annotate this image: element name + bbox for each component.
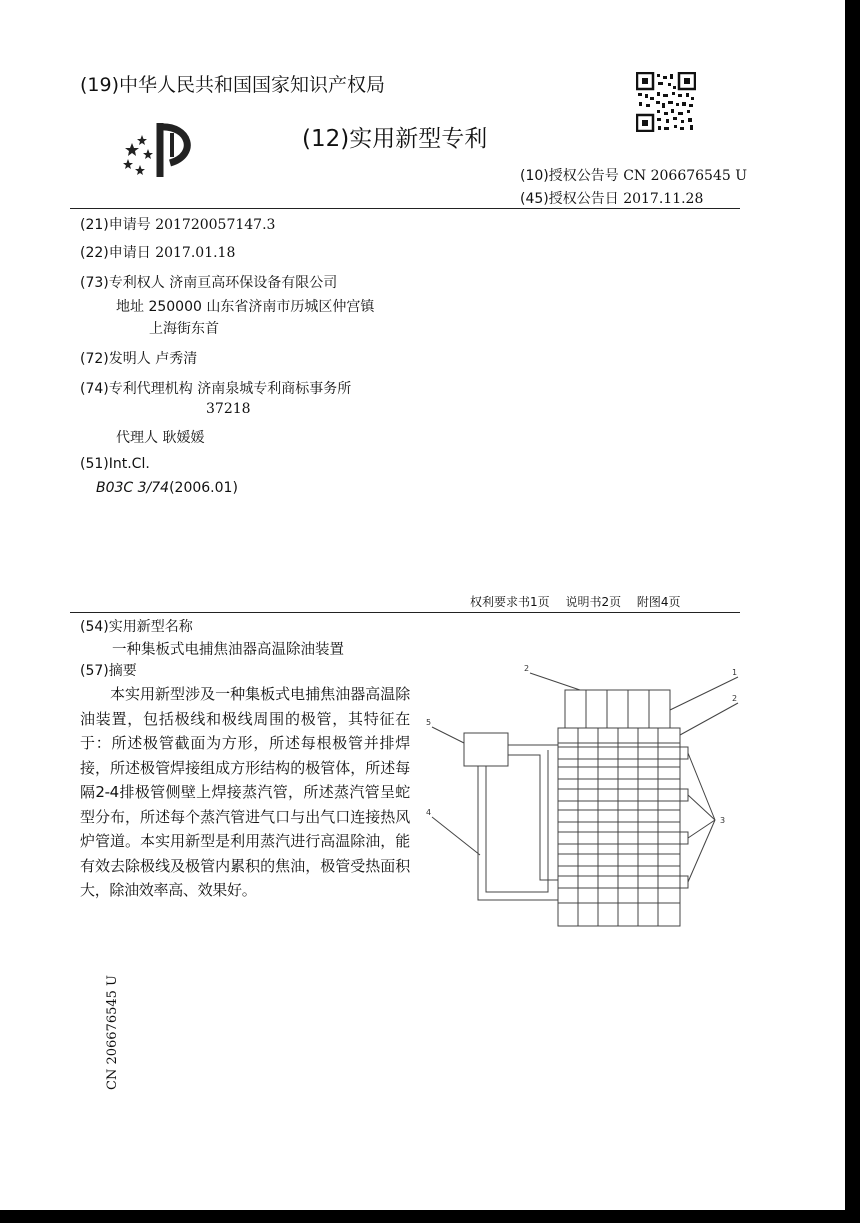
agency	[80, 378, 351, 398]
drawing-label-1: 1	[732, 668, 738, 677]
qr-code-icon	[636, 72, 696, 132]
ipc-classification	[96, 480, 238, 496]
drawing-label-2-top: 2	[524, 664, 530, 673]
patentee	[80, 272, 337, 292]
side-publication-number: CN 206676545 U	[104, 975, 120, 1090]
ipc-label: (51)Int.Cl.	[80, 456, 150, 472]
office-name: (19)中华人民共和国国家知识产权局	[80, 74, 386, 96]
header-divider	[70, 208, 740, 209]
publication-date	[520, 188, 703, 208]
abstract-text: 本实用新型涉及一种集板式电捕焦油器高温除油装置，包括极线和极线周围的极管，其特征在于：所述极管截面为方形，所述每根极管并排焊接，所述极管焊接组成方形结构的极管体，所述每隔2-4排极管侧壁上焊接蒸汽管，所述蒸汽管呈蛇型分布，所述每个蒸汽管进气口与出气口连接热风炉管道。本实用新型是利用蒸汽进行高温除油，能有效去除极线及极管内累积的焦油，极管受热面积大，除油效率高、效果好。	[80, 685, 410, 899]
drawing-label-3: 3	[720, 816, 726, 825]
agent	[116, 427, 204, 447]
publication-number	[520, 165, 747, 185]
scan-edge-right	[845, 0, 860, 1223]
return-pipe	[486, 750, 548, 892]
publication-number-value: CN 206676545 U	[623, 168, 748, 184]
tube-body	[558, 728, 680, 926]
address-line-1: 250000 山东省济南市历城区仲宫镇	[148, 299, 375, 315]
patentee-label: (73)专利权人	[80, 275, 165, 291]
cnipa-logo-icon	[120, 115, 210, 185]
title-label: (54)实用新型名称	[80, 619, 193, 635]
hot-air-furnace	[464, 733, 508, 766]
application-number-value: 201720057147.3	[155, 217, 276, 233]
application-date-value: 2017.01.18	[155, 245, 236, 261]
agency-value: 济南泉城专利商标事务所	[197, 381, 352, 397]
drawing-label-2-right: 2	[732, 694, 738, 703]
address-line-2: 上海街东首	[149, 321, 219, 337]
address	[116, 296, 374, 316]
patentee-value: 济南亘高环保设备有限公司	[169, 275, 338, 291]
ipc-version: (2006.01)	[169, 480, 238, 496]
publication-date-value: 2017.11.28	[623, 191, 704, 207]
agency-code: 37218	[206, 401, 251, 417]
scan-edge-bottom	[0, 1210, 860, 1223]
ipc-code: B03C 3/74	[96, 480, 170, 496]
inventor-label: (72)发明人	[80, 351, 151, 367]
drawing-label-4: 4	[426, 808, 432, 817]
utility-model-title: 一种集板式电捕焦油器高温除油装置	[112, 642, 344, 658]
page-counts: 权利要求书1页 说明书2页 附图4页	[470, 595, 681, 609]
agent-label: 代理人	[116, 430, 158, 446]
top-outlet-block	[565, 690, 670, 728]
inventor-value: 卢秀清	[155, 351, 198, 367]
agency-label: (74)专利代理机构	[80, 381, 193, 397]
inventor	[80, 348, 197, 368]
document-type: (12)实用新型专利	[302, 126, 488, 152]
publication-date-label: (45)授权公告日	[520, 191, 619, 207]
abstract-label: (57)摘要	[80, 663, 137, 679]
address-label: 地址	[116, 299, 144, 315]
device-drawing	[420, 655, 750, 935]
page-counts-divider	[70, 612, 740, 613]
application-number	[80, 214, 275, 234]
agent-value: 耿媛媛	[162, 430, 205, 446]
application-date	[80, 242, 235, 262]
application-number-label: (21)申请号	[80, 217, 151, 233]
drawing-label-5: 5	[426, 718, 432, 727]
application-date-label: (22)申请日	[80, 245, 151, 261]
publication-number-label: (10)授权公告号	[520, 168, 619, 184]
